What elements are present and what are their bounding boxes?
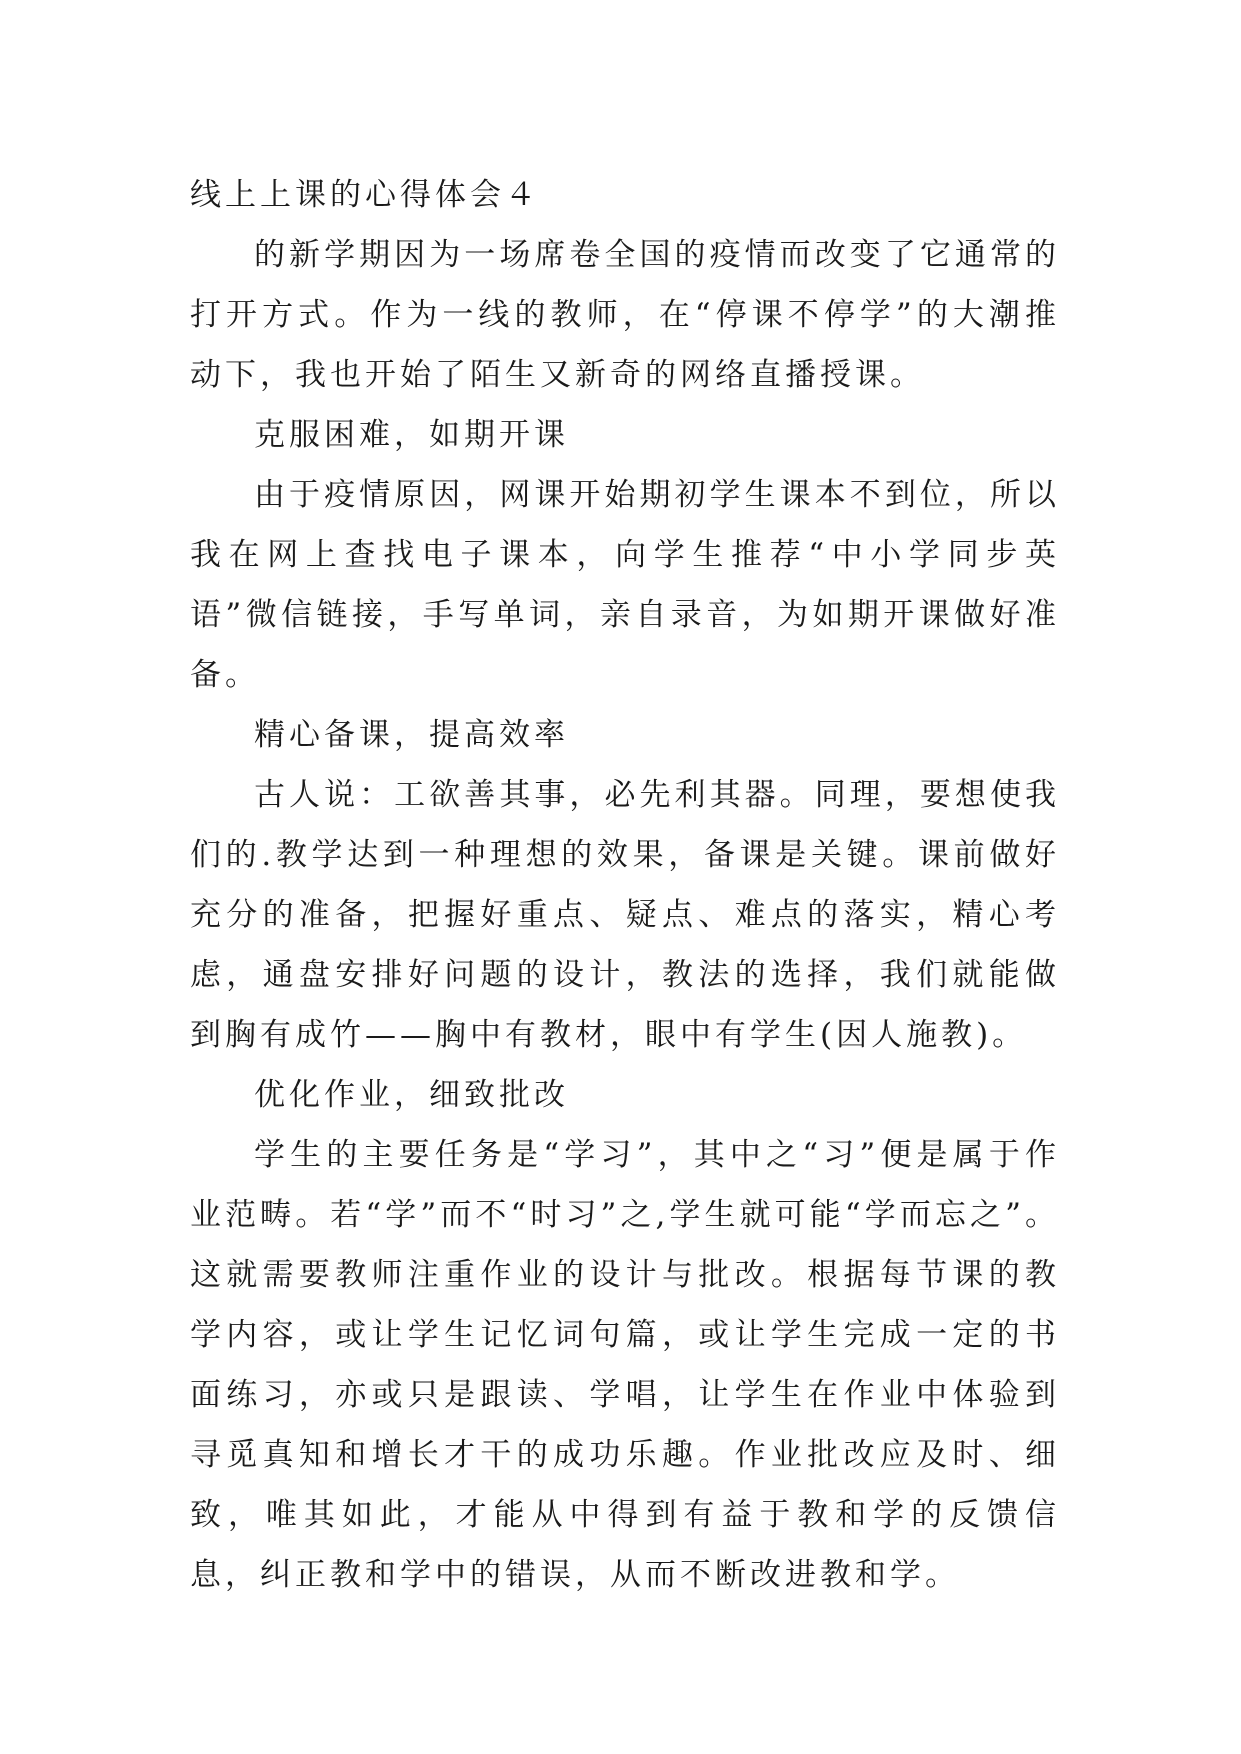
paragraph-homework: 学生的主要任务是“学习”，其中之“习”便是属于作业范畴。若“学”而不“时习”之,学生就可能“学而忘之”。这就需要教师注重作业的设计与批改。根据每节课的教学内容，或让学生记忆词句篇，或让学生完成一定的书面练习，亦或只是跟读、学唱，让学生在作业中体验到寻觅真知和增长才干的成功乐趣。作业批改应及时、细致，唯其如此，才能从中得到有益于教和学的反馈信息，纠正教和学中的错误，从而不断改进教和学。 [190, 1137, 1060, 1593]
paragraph-lesson-preparation: 古人说：工欲善其事，必先利其器。同理，要想使我们的.教学达到一种理想的效果，备课是关键。课前做好充分的准备，把握好重点、疑点、难点的落实，精心考虑，通盘安排好问题的设计，教法的选择，我们就能做到胸有成竹——胸中有教材，眼中有学生(因人施教)。 [190, 777, 1060, 1053]
document-body [190, 165, 1060, 1605]
section-heading-homework: 优化作业，细致批改 [254, 1077, 569, 1113]
paragraph-intro: 的新学期因为一场席卷全国的疫情而改变了它通常的打开方式。作为一线的教师，在“停课不停学”的大潮推动下，我也开始了陌生又新奇的网络直播授课。 [190, 237, 1060, 393]
section-heading-lesson-preparation: 精心备课，提高效率 [254, 717, 569, 753]
section-heading-overcome-difficulties: 克服困难，如期开课 [254, 417, 569, 453]
paragraph-overcome-difficulties: 由于疫情原因，网课开始期初学生课本不到位，所以我在网上查找电子课本，向学生推荐“中小学同步英语”微信链接，手写单词，亲自录音，为如期开课做好准备。 [190, 477, 1060, 693]
document-title: 线上上课的心得体会４ [190, 177, 540, 213]
